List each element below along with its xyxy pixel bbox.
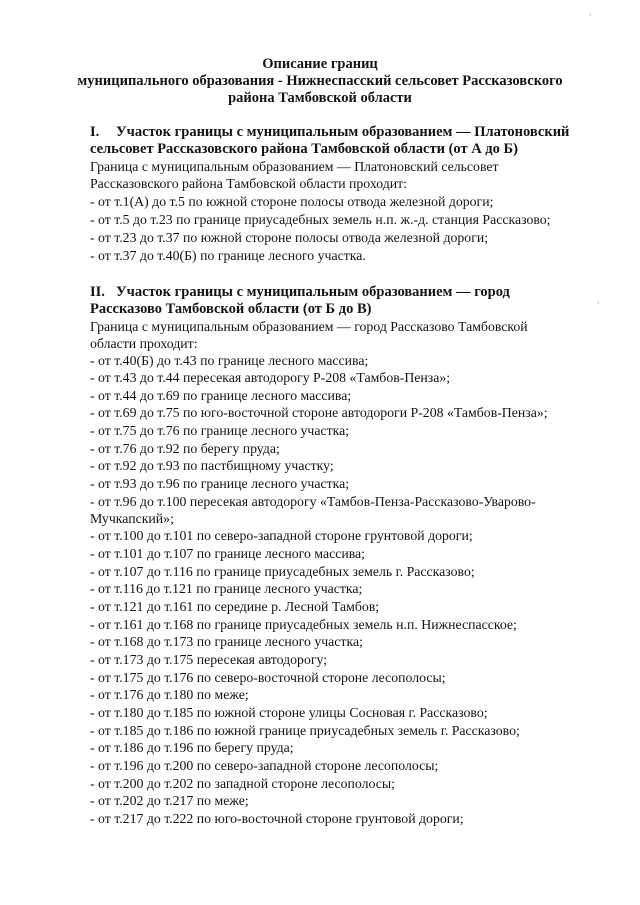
section-2-item: - от т.107 до т.116 по границе приусадебных земель г. Рассказово; [90,564,475,579]
section-2-item: - от т.173 до т.175 пересекая автодорогу; [90,652,328,667]
section-1-heading-line-1 [90,123,600,141]
doc-title-line-2: муниципального образования - Нижнеспасский сельсовет Рассказовского [77,73,563,89]
section-2-item: - от т.200 до т.202 по западной стороне лесополосы; [90,776,395,791]
section-2-item: - от т.185 до т.186 по южной границе приусадебных земель г. Рассказово; [90,723,520,738]
section-2-item: - от т.168 до т.173 по границе лесного участка; [90,634,363,649]
section-2-item: - от т.101 до т.107 по границе лесного массива; [90,546,366,561]
section-2-item: Мучкапский»; [90,511,174,526]
section-2-item: - от т.217 до т.222 по юго-восточной стороне грунтовой дороги; [90,811,464,826]
section-2-item: - от т.186 до т.196 по берегу пруда; [90,740,294,755]
section-2-item: - от т.96 до т.100 пересекая автодорогу «Тамбов-Пенза-Рассказово-Уварово- [90,494,536,509]
section-2-item: - от т.93 до т.96 по границе лесного участка; [90,476,350,491]
section-2-heading-line-1 [90,283,600,301]
section-2-item: - от т.76 до т.92 по берегу пруда; [90,441,280,456]
section-2-item: - от т.121 до т.161 по середине р. Лесной Тамбов; [90,599,380,614]
doc-title-line-3: района Тамбовской области [228,90,412,106]
section-2-item: - от т.175 до т.176 по северо-восточной стороне лесополосы; [90,670,446,685]
section-1-intro-line-2: Рассказовского района Тамбовской области проходит: [90,176,408,191]
section-1-item: - от т.5 до т.23 по границе приусадебных земель н.п. ж.-д. станция Рассказово; [90,212,551,227]
scan-speck: · [589,10,592,20]
section-2-intro-line-2: области проходит: [90,336,198,351]
section-2-item: - от т.69 до т.75 по юго-восточной стороне автодороги Р-208 «Тамбов-Пенза»; [90,405,548,420]
section-2-item: - от т.40(Б) до т.43 по границе лесного массива; [90,353,369,368]
section-2-number: II. [90,284,105,300]
section-1-heading-line-2: сельсовет Рассказовского района Тамбовской области (от А до Б) [90,141,518,157]
section-2-heading-line-2: Рассказово Тамбовской области (от Б до В) [90,301,372,317]
section-1-number: I. [90,124,100,140]
section-2-heading-text: Участок границы с муниципальным образованием — город [116,284,510,300]
section-2-item: - от т.92 до т.93 по пастбищному участку; [90,458,334,473]
section-1-heading-text: Участок границы с муниципальным образованием — Платоновский [116,124,570,140]
scan-speck: · [597,298,600,308]
section-2-item: - от т.43 до т.44 пересекая автодорогу Р-208 «Тамбов-Пенза»; [90,370,451,385]
section-1-item: - от т.23 до т.37 по южной стороне полосы отвода железной дороги; [90,230,489,245]
section-2-item: - от т.176 до т.180 по меже; [90,687,249,702]
doc-title-line-1: Описание границ [262,56,378,72]
section-2-item: - от т.180 до т.185 по южной стороне улицы Сосновая г. Рассказово; [90,705,488,720]
section-2-item: - от т.100 до т.101 по северо-западной стороне грунтовой дороги; [90,528,473,543]
section-1-item: - от т.1(А) до т.5 по южной стороне полосы отвода железной дороги; [90,194,494,209]
section-2-item: - от т.196 до т.200 по северо-западной стороне лесополосы; [90,758,439,773]
section-2-item: - от т.116 до т.121 по границе лесного участка; [90,581,363,596]
section-2-intro-line-1: Граница с муниципальным образованием — город Рассказово Тамбовской [90,319,528,334]
section-2-item: - от т.75 до т.76 по границе лесного участка; [90,423,350,438]
section-2-item: - от т.44 до т.69 по границе лесного массива; [90,388,352,403]
section-1-intro-line-1: Граница с муниципальным образованием — Платоновский сельсовет [90,159,499,174]
section-2-item: - от т.202 до т.217 по меже; [90,793,249,808]
section-1-item: - от т.37 до т.40(Б) по границе лесного участка. [90,248,366,263]
section-2-item: - от т.161 до т.168 по границе приусадебных земель н.п. Нижнеспасское; [90,617,517,632]
